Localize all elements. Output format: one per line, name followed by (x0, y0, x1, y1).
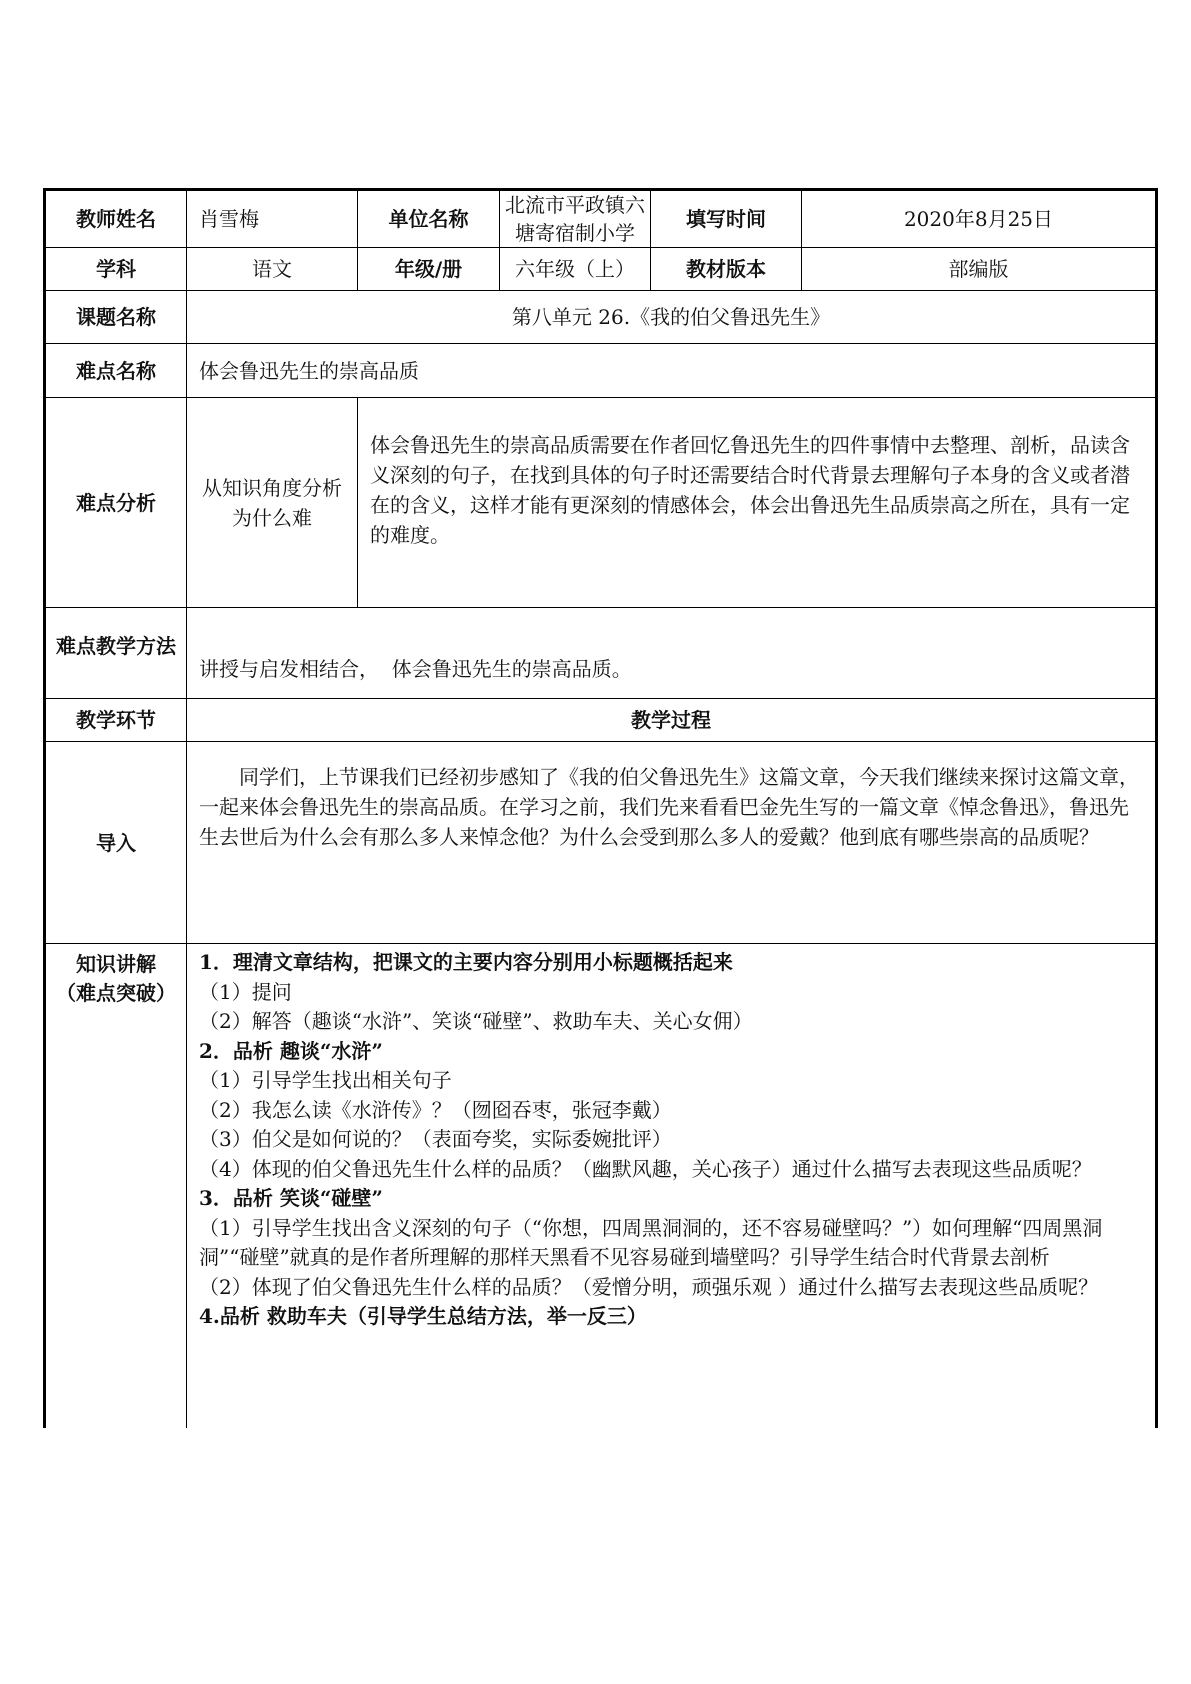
date-value: 2020年8月25日 (802, 190, 1157, 248)
analysis-text: 体会鲁迅先生的崇高品质需要在作者回忆鲁迅先生的四件事情中去整理、剖析，品读含义深刻的句子，在找到具体的句子时还需要结合时代背景去理解句子本身的含义或者潜在的含义，这样才能有更深刻的情感体会，体会出鲁迅先生品质崇高之所在，具有一定的难度。 (358, 398, 1157, 608)
knowledge-line-7: （3）伯父是如何说的？（表面夸奖，实际委婉批评） (199, 1127, 672, 1151)
process-label: 教学过程 (187, 699, 1157, 742)
grade-label: 年级/册 (358, 248, 500, 291)
topic-row (45, 291, 1157, 344)
knowledge-label-line-1: 知识讲解 (76, 952, 156, 976)
lesson-plan-table (43, 188, 1158, 1428)
topic-value: 第八单元 26.《我的伯父鲁迅先生》 (187, 291, 1157, 344)
knowledge-line-10: （1）引导学生找出含义深刻的句子（“你想，四周黑洞洞的，还不容易碰壁吗？”）如何理解“四周黑洞洞”“碰壁”就真的是作者所理解的那样天黑看不见容易碰到墙壁吗？引导学生结合时代背景去剖析 (199, 1215, 1103, 1269)
knowledge-line-2: （1）提问 (199, 979, 292, 1004)
grade-value: 六年级（上） (500, 248, 651, 291)
method-label: 难点教学方法 (45, 608, 187, 699)
knowledge-label-line-2: （难点突破） (56, 981, 176, 1005)
header-row-1 (45, 190, 1157, 248)
knowledge-line-9: 3．品析 笑谈“碰壁” (199, 1186, 383, 1210)
analysis-label: 难点分析 (45, 398, 187, 608)
knowledge-line-6: （2）我怎么读《水浒传》？（囫囵吞枣，张冠李戴） (199, 1097, 672, 1122)
unit-name-line-2: 塘寄宿制小学 (515, 221, 635, 245)
intro-label: 导入 (45, 742, 187, 944)
knowledge-line-8: （4）体现的伯父鲁迅先生什么样的品质？（幽默风趣，关心孩子）通过什么描写去表现这些品质呢？ (199, 1156, 1092, 1181)
difficulty-label: 难点名称 (45, 344, 187, 398)
knowledge-line-5: （1）引导学生找出相关句子 (199, 1068, 452, 1092)
edition-value: 部编版 (802, 248, 1157, 291)
difficulty-value: 体会鲁迅先生的崇高品质 (187, 344, 1157, 398)
knowledge-label (45, 944, 187, 1428)
intro-row (45, 742, 1157, 944)
analysis-sub-label (187, 398, 358, 608)
knowledge-line-4: 2．品析 趣谈“水浒” (199, 1038, 383, 1063)
intro-text: 同学们，上节课我们已经初步感知了《我的伯父鲁迅先生》这篇文章，今天我们继续来探讨这篇文章，一起来体会鲁迅先生的崇高品质。在学习之前，我们先来看看巴金先生写的一篇文章《悼念鲁迅》，鲁迅先生去世后为什么会有那么多人来悼念他？为什么会受到那么多人的爱戴？他到底有哪些崇高的品质呢？ (187, 742, 1157, 944)
knowledge-line-12: 4.品析 救助车夫（引导学生总结方法，举一反三） (199, 1304, 647, 1328)
difficulty-row (45, 344, 1157, 398)
date-label: 填写时间 (651, 190, 802, 248)
knowledge-line-3: （2）解答（趣谈“水浒”、笑谈“碰壁”、救助车夫、关心女佣） (199, 1009, 753, 1033)
analysis-sub-label-line-1: 从知识角度分析 (202, 475, 342, 500)
edition-label: 教材版本 (651, 248, 802, 291)
teacher-label: 教师姓名 (45, 190, 187, 248)
analysis-sub-label-line-2: 为什么难 (232, 505, 312, 530)
topic-label: 课题名称 (45, 291, 187, 344)
knowledge-row (45, 944, 1157, 1428)
teacher-name: 肖雪梅 (187, 190, 358, 248)
knowledge-line-1: 1．理清文章结构，把课文的主要内容分别用小标题概括起来 (199, 950, 733, 974)
method-text: 讲授与启发相结合， 体会鲁迅先生的崇高品质。 (187, 608, 1157, 699)
analysis-row (45, 398, 1157, 608)
process-header-row (45, 699, 1157, 742)
stage-label: 教学环节 (45, 699, 187, 742)
header-row-2 (45, 248, 1157, 291)
unit-name (500, 190, 651, 248)
subject-label: 学科 (45, 248, 187, 291)
method-row (45, 608, 1157, 699)
subject-value: 语文 (187, 248, 358, 291)
unit-name-line-1: 北流市平政镇六 (505, 193, 645, 217)
knowledge-line-11: （2）体现了伯父鲁迅先生什么样的品质？（爱憎分明，顽强乐观 ）通过什么描写去表现这些品质呢？ (199, 1274, 1099, 1299)
unit-label: 单位名称 (358, 190, 500, 248)
knowledge-content (187, 944, 1157, 1428)
